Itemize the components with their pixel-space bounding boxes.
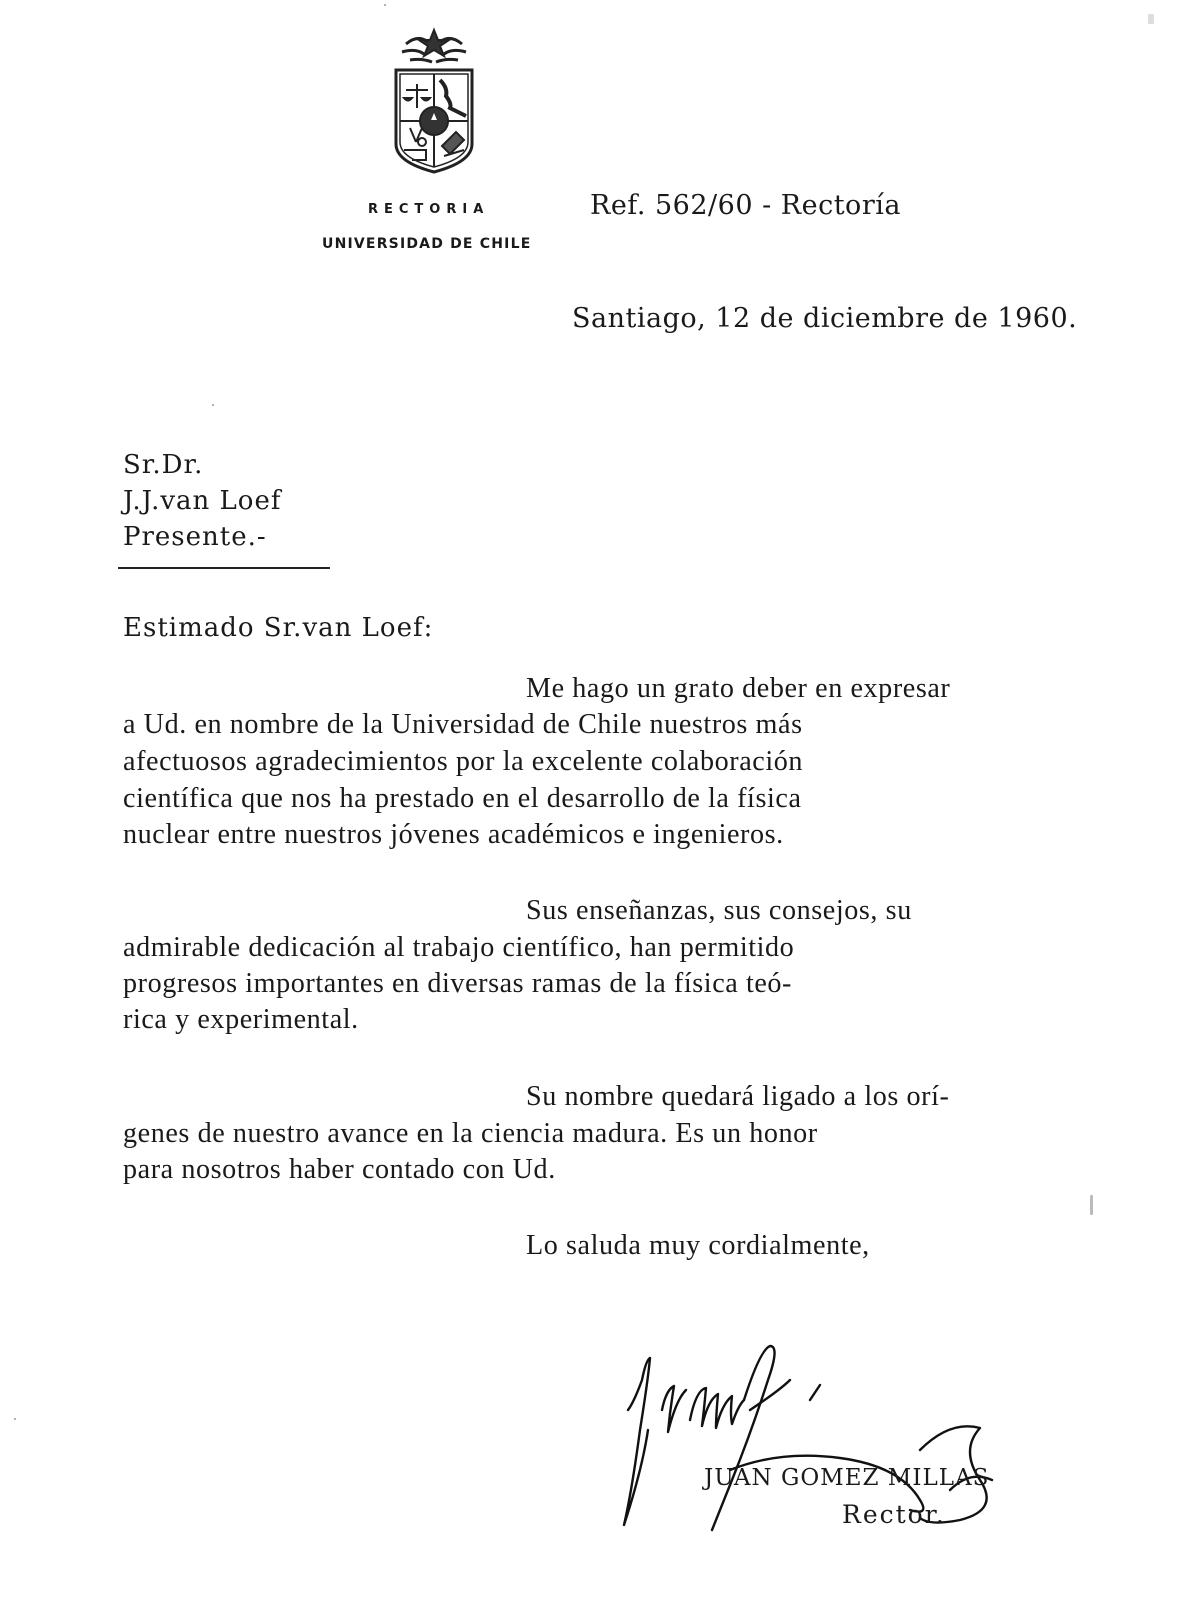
scan-speck	[1148, 14, 1154, 24]
letterhead-office: RECTORIA	[368, 202, 490, 217]
body-line: Me hago un grato deber en expresar	[526, 672, 951, 704]
recipient-name: J.J.van Loef	[123, 486, 282, 516]
university-seal-icon	[388, 26, 480, 176]
body-line: admirable dedicación al trabajo científico, han permitido	[123, 931, 795, 963]
recipient-presente: Presente.-	[123, 522, 267, 552]
scan-speck	[1090, 1195, 1093, 1215]
body-line: Su nombre quedará ligado a los orí-	[526, 1080, 950, 1112]
body-line: progresos importantes en diversas ramas de la física teó-	[123, 967, 793, 999]
scan-speck	[384, 4, 386, 6]
body-line: para nosotros haber contado con Ud.	[123, 1153, 556, 1185]
letterhead-institution: UNIVERSIDAD DE CHILE	[322, 236, 532, 252]
closing: Lo saluda muy cordialmente,	[526, 1229, 870, 1261]
body-line: rica y experimental.	[123, 1003, 359, 1035]
body-line: científica que nos ha prestado en el desarrollo de la física	[123, 782, 802, 814]
body-line: nuclear entre nuestros jóvenes académicos e ingenieros.	[123, 818, 784, 850]
place-date: Santiago, 12 de diciembre de 1960.	[572, 303, 1078, 334]
salutation: Estimado Sr.van Loef:	[123, 613, 434, 643]
body-line: genes de nuestro avance en la ciencia madura. Es un honor	[123, 1117, 818, 1149]
reference-number: Ref. 562/60 - Rectoría	[590, 190, 901, 221]
body-line: Sus enseñanzas, sus consejos, su	[526, 894, 912, 926]
body-line: a Ud. en nombre de la Universidad de Chile nuestros más	[123, 708, 803, 740]
body-line: afectuosos agradecimientos por la excelente colaboración	[123, 745, 804, 777]
recipient-title: Sr.Dr.	[123, 450, 204, 480]
signer-title: Rector.	[842, 1500, 946, 1529]
signer-name: JUAN GOMEZ MILLAS	[704, 1465, 990, 1491]
presente-underline	[118, 567, 330, 569]
scan-speck	[212, 404, 214, 406]
scan-speck	[14, 1418, 16, 1420]
